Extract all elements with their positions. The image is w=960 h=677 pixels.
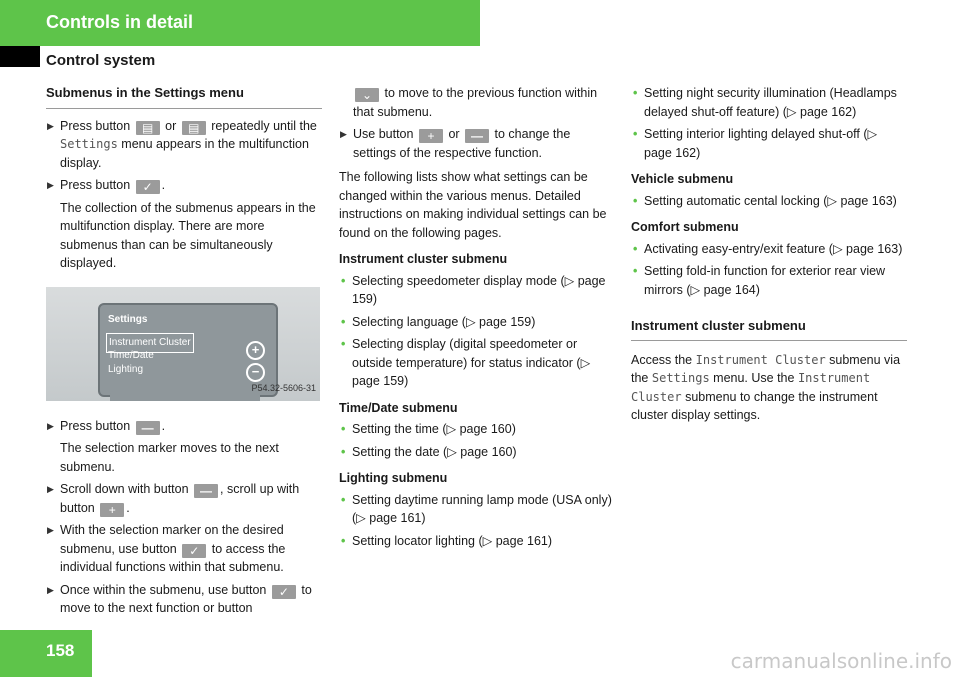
list-item: • Setting automatic cental locking (▷ page 163) [631, 192, 907, 211]
list-item: • Selecting speedometer display mode (▷ page 159) [339, 272, 615, 309]
section-tab-marker [0, 46, 40, 67]
plus-icon: + [419, 129, 443, 143]
figure-menu-item: Instrument Cluster [106, 333, 194, 354]
step-2: ▶ Press button ✓ . [46, 176, 322, 195]
step-4: ▶ Scroll down with button — , scroll up with button + . [46, 480, 322, 517]
list-item: • Setting interior lighting delayed shut-off (▷ page 162) [631, 125, 907, 162]
list-item: • Selecting display (digital speedometer or outside temperature) for status indicator (▷ page 159) [339, 335, 615, 391]
list-item: • Setting fold-in function for exterior rear view mirrors (▷ page 164) [631, 262, 907, 299]
up-arrow-icon: ⌄ [355, 88, 379, 102]
chapter-title: Controls in detail [46, 12, 194, 32]
step-6-continued: ⌄ to move to the previous function within that submenu. [353, 86, 598, 119]
plus-icon: + [246, 341, 265, 360]
display-figure [46, 287, 320, 401]
column-1 [46, 84, 322, 622]
step-6: ▶ Once within the submenu, use button ✓ to move to the next function or button [46, 581, 322, 618]
list-item: • Setting daytime running lamp mode (USA only) (▷ page 161) [339, 491, 615, 528]
check-icon: ✓ [136, 180, 160, 194]
page-number: 158 [46, 641, 75, 660]
chapter-header [0, 0, 480, 46]
display-lower-part [110, 391, 260, 401]
step-3-note: The selection marker moves to the next submenu. [60, 441, 279, 474]
group-heading: Lighting submenu [339, 471, 448, 485]
minus-icon: — [194, 484, 218, 498]
figure-menu-item: Lighting [108, 363, 144, 375]
minus-icon: — [465, 129, 489, 143]
group-heading: Comfort submenu [631, 220, 739, 234]
minus-icon: — [136, 421, 160, 435]
minus-icon: − [246, 363, 265, 382]
check-icon: ✓ [182, 544, 206, 558]
list-item: • Activating easy-entry/exit feature (▷ page 163) [631, 240, 907, 259]
list-item: • Selecting language (▷ page 159) [339, 313, 615, 332]
list-item: • Setting night security illumination (Headlamps delayed shut-off feature) (▷ page 162) [631, 84, 907, 121]
intro-paragraph: The following lists show what settings can be changed within the various menus. Detailed instructions on making individual settings can be found on the following pages. [339, 170, 607, 240]
page-number-box [0, 630, 92, 677]
step-5: ▶ With the selection marker on the desired submenu, use button ✓ to access the individual functions within that submenu. [46, 521, 322, 577]
plus-icon: + [100, 503, 124, 517]
watermark: carmanualsonline.info [730, 649, 952, 673]
step-7: ▶ Use button + or — to change the settings of the respective function. [339, 125, 615, 162]
group-heading: Vehicle submenu [631, 172, 734, 186]
list-item: • Setting locator lighting (▷ page 161) [339, 532, 615, 551]
step-1: ▶ Press button ▤ or ▤ repeatedly until the Settings menu appears in the multifunction display. [46, 117, 322, 173]
figure-code: P54.32-5606-31 [251, 383, 316, 393]
menu-scroll-icon: ▤ [136, 121, 160, 135]
menu-scroll-icon: ▤ [182, 121, 206, 135]
figure-menu-title: Settings [108, 313, 148, 325]
access-paragraph: Access the Instrument Cluster submenu via the Settings menu. Use the Instrument Cluster submenu to change the instrument cluster display settings. [631, 352, 901, 422]
submenus-heading: Submenus in the Settings menu [46, 84, 322, 109]
figure-menu-item: Time/Date [108, 349, 154, 361]
instrument-cluster-heading: Instrument cluster submenu [631, 317, 907, 341]
list-item: • Setting the date (▷ page 160) [339, 443, 615, 462]
list-item: • Setting the time (▷ page 160) [339, 420, 615, 439]
column-3 [631, 84, 907, 431]
step-3: ▶ Press button — . [46, 417, 322, 436]
section-title: Control system [46, 52, 156, 69]
group-heading: Time/Date submenu [339, 400, 458, 415]
group-heading: Instrument cluster submenu [339, 252, 508, 266]
column-2 [339, 84, 615, 554]
step-2-note: The collection of the submenus appears in the multifunction display. There are more submenus than can be simultaneously displayed. [60, 200, 316, 270]
check-icon: ✓ [272, 585, 296, 599]
